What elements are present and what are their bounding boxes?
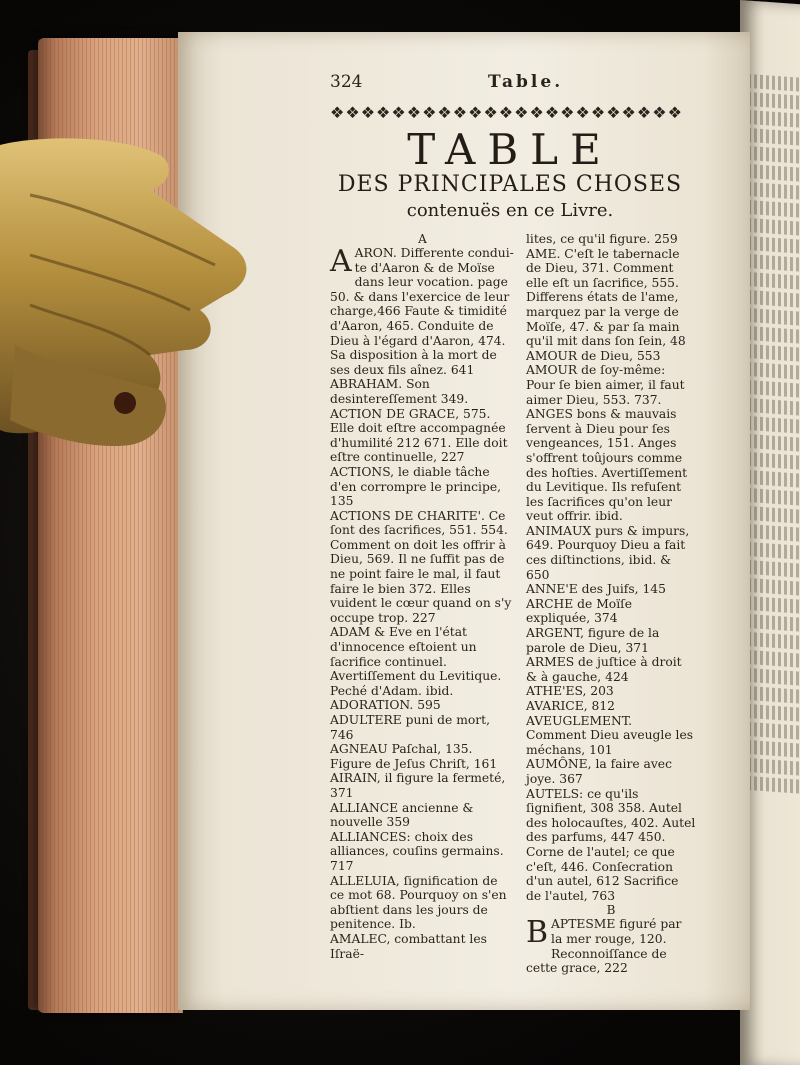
index-column-left xyxy=(330,232,515,961)
facing-page-text-blur xyxy=(748,70,800,1014)
index-entry: ALLELUIA, ſignification de ce mot 68. Pourquoy on s'en abſtient dans les jours de penitence. Ib. xyxy=(330,873,507,932)
index-entry: ACTIONS, le diable tâche d'en corrompre le principe, 135 xyxy=(330,464,502,509)
index-entry: AUTELS: ce qu'ils ſignifient, 308 358. Autel des holocauſtes, 402. Autel des parfums, 447 450. Corne de l'autel; ce que c'eſt, 446. Conſecration d'un autel, 612 Sacrifice de l'autel, 763 xyxy=(526,786,696,903)
index-entry: ACTIONS DE CHARITE'. Ce ſont des ſacrifices, 551. 554. Comment on doit les offrir à Dieu, 569. Il ne ſuffit pas de ne point faire le mal, il faut faire le bien 372. Elles vuident le cœur quand on s'y occupe trop. 227 xyxy=(330,508,512,625)
index-entry: ACTION DE GRACE, 575. Elle doit eſtre accompagnée d'humilité 212 671. Elle doit eſtre continuelle, 227 xyxy=(330,406,508,465)
index-entry: ADAM & Eve en l'état d'innocence eſtoient un ſacrifice continuel. Avertiſſement du Levitique. Peché d'Adam. ibid. xyxy=(330,625,502,698)
index-entry: ARMES de juſtice à droit & à gauche, 424 xyxy=(526,655,682,684)
index-entry: lites, ce qu'il figure. 259 xyxy=(526,232,678,246)
index-entry: APTESME figuré par la mer rouge, 120. Reconnoiſſance de cette grace, 222 xyxy=(526,917,682,976)
index-entry: ALLIANCE ancienne & nouvelle 359 xyxy=(330,800,474,830)
index-column-right xyxy=(526,232,696,976)
index-entry: AVARICE, 812 xyxy=(526,699,615,713)
index-entry: AUMÔNE, la faire avec joye. 367 xyxy=(526,757,672,786)
index-entry: ADORATION. 595 xyxy=(330,698,441,713)
table-title: TABLE xyxy=(407,125,613,174)
dropcap: B xyxy=(526,915,549,951)
index-entry: ANIMAUX purs & impurs, 649. Pourquoy Dieu a fait ces diſtinctions, ibid. & 650 xyxy=(526,523,690,582)
index-entry: ARON. Differente condui-te d'Aaron & de Moïse dans leur vocation. page 50. & dans l'exercice de leur charge,466 Faute & timidité d'Aaron, 465. Conduite de Dieu à l'égard d'Aaron, 474. Sa disposition à la mort de ses deux fils aînez. 641 xyxy=(330,246,514,377)
index-entry: ADULTERE puni de mort, 746 xyxy=(330,713,490,742)
table-subtitle: DES PRINCIPALES CHOSES xyxy=(337,172,683,197)
index-entry: ARCHE de Moïſe expliquée, 374 xyxy=(526,596,632,626)
index-entry: AMOUR de Dieu, 553 xyxy=(526,348,661,363)
index-entry: ALLIANCES: choix des alliances, couſins germains. 717 xyxy=(330,829,504,873)
brass-hand-page-holder xyxy=(0,135,250,455)
table-subtitle-2: contenuës en ce Livre. xyxy=(406,200,614,221)
index-entry: ANNE'E des Juifs, 145 xyxy=(526,582,666,597)
index-entry: AMALEC, combattant les Iſraë- xyxy=(330,931,487,961)
dropcap: A xyxy=(330,244,352,279)
index-entry: AVEUGLEMENT. Comment Dieu aveugle les méchans, 101 xyxy=(526,713,694,757)
index-entry: ABRAHAM. Son desintereſſement 349. xyxy=(330,377,469,406)
index-entry: AIRAIN, il figure la fermeté, 371 xyxy=(330,771,506,800)
index-entry: AME. C'eſt le tabernacle de Dieu, 371. Comment elle eſt un ſacrifice, 555. Differens états de l'ame, marquez par la verge de Moïſe, 47. & par ſa main qu'il mit dans ſon ſein, 48 xyxy=(526,246,686,349)
running-title: Table. xyxy=(488,72,564,92)
index-entry: AGNEAU Paſchal, 135. Figure de Jeſus Chriſt, 161 xyxy=(330,742,498,771)
page-number: 324 xyxy=(330,72,363,92)
index-entry: AMOUR de ſoy-même: Pour ſe bien aimer, il faut aimer Dieu, 553. 737. xyxy=(526,363,685,407)
index-entry: ATHE'ES, 203 xyxy=(526,684,614,699)
ornament-band: ❖❖❖❖❖❖❖❖❖❖❖❖❖❖❖❖❖❖❖❖❖❖❖ xyxy=(330,103,683,122)
index-entry: ANGES bons & mauvais ſervent à Dieu pour ſes vengeances, 151. Anges s'offrent toûjours comme des hoſties. Avertiſſement du Levitique. Ils refuſent les ſacrifices qu'on leur veut offrir. ibid. xyxy=(526,407,688,524)
section-letter: A xyxy=(418,232,427,246)
section-letter: B xyxy=(606,903,616,918)
index-entry: ARGENT, figure de la parole de Dieu, 371 xyxy=(526,626,660,655)
